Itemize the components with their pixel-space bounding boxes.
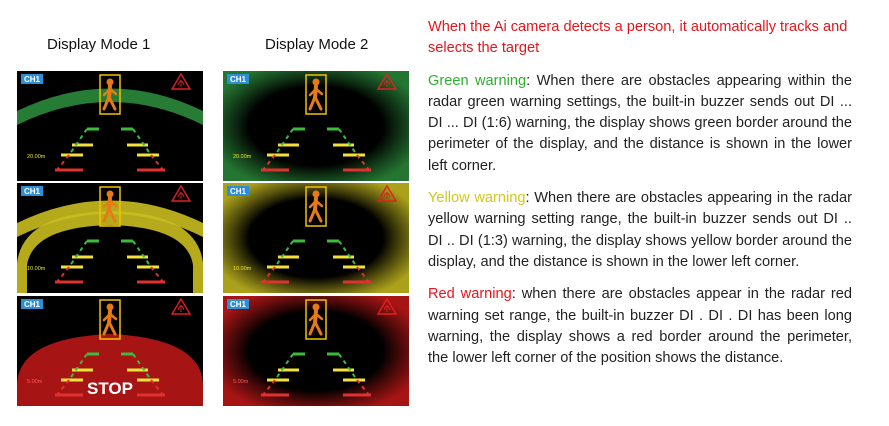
- guide-line: [133, 241, 151, 267]
- screen-mode1-yellow: [17, 183, 203, 293]
- channel-label: CH1: [23, 187, 41, 196]
- person-icon: [104, 79, 116, 109]
- channel-label: CH1: [23, 75, 41, 84]
- distance-readout: 5.00m: [27, 379, 43, 385]
- screen-mode2-green: [223, 71, 409, 181]
- distance-readout: 5.00m: [233, 379, 249, 385]
- distance-readout: 20.00m: [27, 154, 46, 160]
- description-column: [428, 17, 852, 380]
- screen-mode1-green: [17, 71, 203, 181]
- guide-line: [151, 267, 163, 282]
- red-warning-body: : when there are obstacles appear in the radar red warning set range, the built-in buzzer DI . DI . DI has been long warning, the display shows a red border around the perimeter, the lower left corner of the position shows the distance.: [428, 286, 852, 367]
- mode2-title: Display Mode 2: [265, 36, 369, 53]
- guide-line: [69, 241, 87, 267]
- guide-line: [57, 155, 69, 170]
- stop-label: STOP: [87, 379, 133, 398]
- green-warning-paragraph: [428, 71, 852, 177]
- warning-triangle-icon: [172, 299, 190, 314]
- intro-text: When the Ai camera detects a person, it automatically tracks and selects the target: [428, 19, 848, 57]
- warning-triangle-icon: [172, 74, 190, 89]
- channel-label: CH1: [229, 75, 247, 84]
- green-warning-label: Green warning: [428, 72, 527, 89]
- distance-readout: 10.00m: [27, 266, 46, 272]
- camera-view: [17, 296, 203, 406]
- camera-view: [17, 71, 203, 181]
- red-warning-paragraph: [428, 284, 852, 369]
- guide-line: [151, 155, 163, 170]
- camera-view: [223, 71, 409, 181]
- warning-triangle-icon: [172, 186, 190, 201]
- yellow-warning-label: Yellow warning: [428, 190, 526, 207]
- screen-mode2-yellow: [223, 183, 409, 293]
- mode1-title: Display Mode 1: [47, 36, 151, 53]
- camera-view: [223, 183, 409, 293]
- green-warning-body: : When there are obstacles appearing within the radar green warning settings, the built-in buzzer sends out DI ... DI ... DI (1:6) warning, the display shows green border around the perimeter of the display, and the distance is shown in the lower left corner.: [428, 72, 852, 174]
- guide-line: [133, 129, 151, 155]
- channel-label: CH1: [23, 300, 41, 309]
- red-warning-label: Red warning: [428, 286, 512, 303]
- distance-readout: 10.00m: [233, 266, 252, 272]
- camera-view: [17, 183, 203, 293]
- screen-mode1-red: [17, 296, 203, 406]
- distance-readout: 20.00m: [233, 154, 252, 160]
- yellow-warning-paragraph: [428, 188, 852, 273]
- guide-line: [57, 267, 69, 282]
- yellow-warning-body: : When there are obstacles appearing in the radar yellow warning setting range, the built-in buzzer sends out DI .. DI .. DI (1:3) warning, the display shows yellow border around the display, and the distance is shown in the lower left corner.: [428, 190, 853, 270]
- person-icon: [104, 304, 116, 334]
- camera-view: [223, 296, 409, 406]
- channel-label: CH1: [229, 187, 247, 196]
- guide-line: [69, 129, 87, 155]
- screen-mode2-red: [223, 296, 409, 406]
- channel-label: CH1: [229, 300, 247, 309]
